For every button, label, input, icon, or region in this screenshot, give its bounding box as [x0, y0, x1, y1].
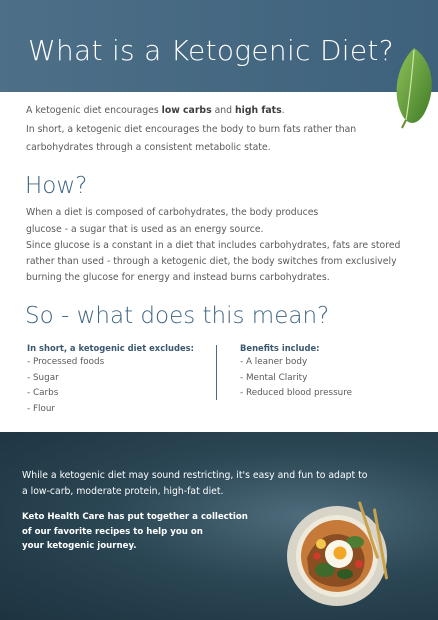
leaf-icon [384, 44, 438, 130]
intro-line-2: In short, a ketogenic diet encourages the body to burn fats rather than [26, 124, 357, 135]
footer-line-2: a low-carb, moderate protein, high-fat diet. [22, 486, 224, 497]
how-line: When a diet is composed of carbohydrates, the body produces [26, 207, 319, 218]
benefits-heading: Benefits include: [240, 343, 320, 353]
footer-paragraph [22, 468, 368, 500]
how-line: burning the glucose for energy and instead burns carbohydrates. [26, 272, 330, 283]
intro-text: A ketogenic diet encourages [26, 105, 162, 116]
benefits-list [240, 355, 352, 402]
high-fats-text: high fats [235, 105, 282, 116]
how-heading: How? [25, 173, 88, 199]
how-line: Since glucose is a constant in a diet that includes carbohydrates, fats are stored [26, 240, 401, 251]
how-line: glucose - a sugar that is used as an energy source. [26, 224, 264, 235]
footer-bold-line: of our favorite recipes to help you on [22, 526, 203, 537]
list-item: - Mental Clarity [240, 372, 308, 383]
list-item: - Flour [27, 403, 56, 414]
list-item: - Processed foods [27, 357, 105, 367]
how-line: rather than used - through a ketogenic diet, the body switches from exclusively [26, 256, 397, 267]
intro-text-and: and [211, 105, 236, 116]
excludes-heading: In short, a ketogenic diet excludes: [27, 343, 195, 353]
page-title: What is a Ketogenic Diet? [28, 34, 394, 67]
intro-text-period: . [281, 105, 285, 116]
list-item: - Reduced blood pressure [240, 388, 353, 398]
list-item: - Carbs [27, 388, 59, 398]
footer-bold-line: Keto Health Care has put together a collection [22, 512, 248, 522]
intro-line-3: carbohydrates through a consistent metabolic state. [26, 142, 271, 153]
column-divider [216, 345, 217, 400]
footer-line-1: While a ketogenic diet may sound restricting, it's easy and fun to adapt to [22, 470, 368, 481]
header-banner [0, 0, 438, 92]
excludes-list [27, 355, 104, 417]
list-item: - A leaner body [240, 357, 308, 367]
intro-line-1 [26, 101, 285, 120]
food-plate-image [285, 498, 403, 616]
list-item: - Sugar [27, 372, 59, 383]
footer-callout [22, 510, 248, 554]
low-carbs-text: low carbs [161, 105, 212, 116]
footer-bold-line: your ketogenic journey. [22, 541, 137, 551]
footer-section [0, 432, 438, 620]
meaning-heading: So - what does this mean? [25, 303, 330, 329]
